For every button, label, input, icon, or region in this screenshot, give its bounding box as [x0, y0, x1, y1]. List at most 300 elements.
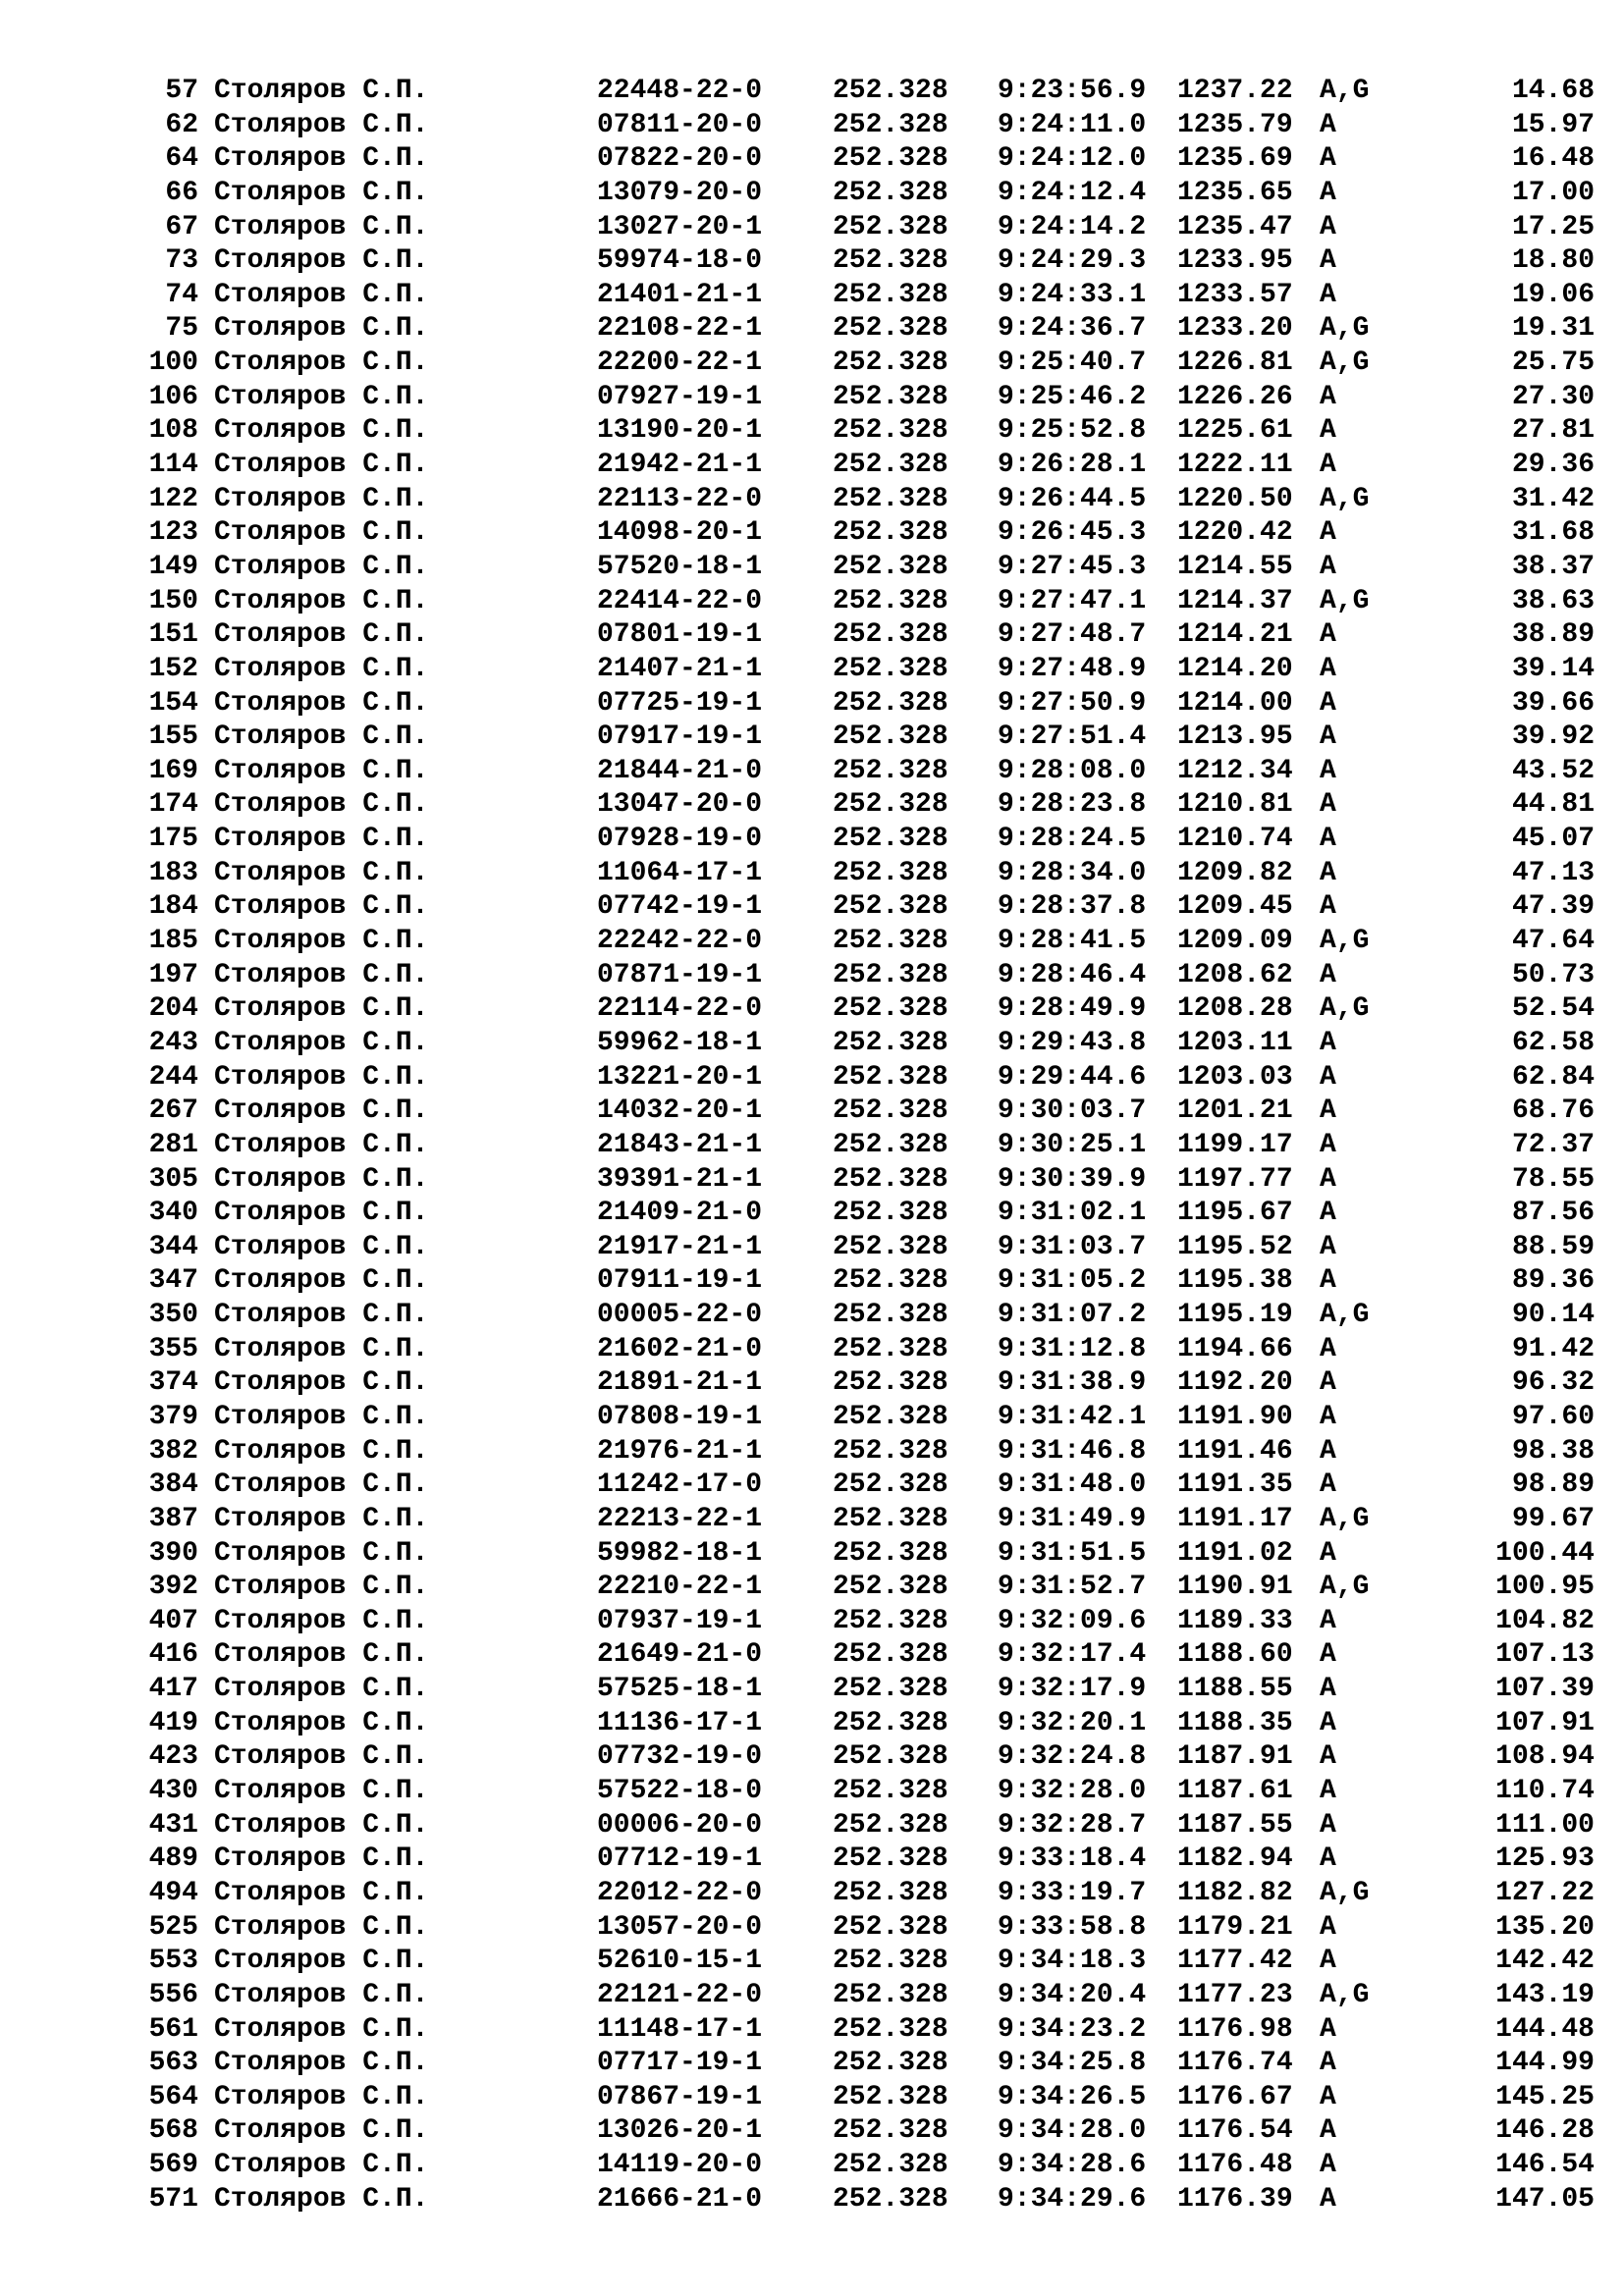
time: 9:29:44.6 — [998, 1061, 1147, 1093]
flag: A — [1320, 959, 1336, 990]
value: 1195.67 — [1177, 1198, 1293, 1229]
frequency: 252.328 — [833, 1843, 948, 1875]
time: 9:28:08.0 — [998, 755, 1147, 786]
time: 9:32:17.4 — [998, 1639, 1147, 1671]
observer-name: Столяров С.П. — [214, 926, 429, 957]
flag: A — [1320, 1061, 1336, 1093]
observer-name: Столяров С.П. — [214, 959, 429, 990]
value: 1176.39 — [1177, 2183, 1293, 2215]
object-id: 13027-20-1 — [597, 211, 763, 242]
flag: A — [1320, 177, 1336, 208]
flag: A — [1320, 1129, 1336, 1160]
frequency: 252.328 — [833, 517, 948, 549]
flag: A — [1320, 1674, 1336, 1705]
flag: A — [1320, 824, 1336, 855]
last-value: 52.54 — [1511, 993, 1595, 1025]
flag: A — [1320, 2048, 1336, 2079]
time: 9:24:12.4 — [998, 177, 1147, 208]
frequency: 252.328 — [833, 1231, 948, 1262]
frequency: 252.328 — [833, 1027, 948, 1058]
row-number: 384 — [148, 1469, 198, 1501]
value: 1199.17 — [1177, 1129, 1293, 1160]
table-row — [0, 2047, 1624, 2081]
flag: A — [1320, 1265, 1336, 1297]
value: 1214.37 — [1177, 585, 1293, 616]
last-value: 47.64 — [1511, 926, 1595, 957]
frequency: 252.328 — [833, 1095, 948, 1127]
frequency: 252.328 — [833, 1469, 948, 1501]
object-id: 22414-22-0 — [597, 585, 763, 616]
flag: A,G — [1320, 1300, 1370, 1331]
last-value: 27.81 — [1511, 415, 1595, 447]
row-number: 305 — [148, 1163, 198, 1195]
observer-name: Столяров С.П. — [214, 1572, 429, 1603]
flag: A — [1320, 721, 1336, 753]
time: 9:24:33.1 — [998, 279, 1147, 310]
value: 1203.03 — [1177, 1061, 1293, 1093]
last-value: 97.60 — [1511, 1401, 1595, 1432]
flag: A — [1320, 1911, 1336, 1943]
time: 9:24:12.0 — [998, 143, 1147, 175]
observer-name: Столяров С.П. — [214, 2183, 429, 2215]
flag: A,G — [1320, 76, 1370, 106]
time: 9:24:14.2 — [998, 211, 1147, 242]
row-number: 122 — [148, 483, 198, 514]
flag: A — [1320, 1367, 1336, 1399]
object-id: 07927-19-1 — [597, 381, 763, 412]
row-number: 175 — [148, 824, 198, 855]
object-id: 13026-20-1 — [597, 2115, 763, 2147]
observer-name: Столяров С.П. — [214, 1979, 429, 2010]
flag: A — [1320, 2183, 1336, 2215]
table-row — [0, 1503, 1624, 1537]
last-value: 104.82 — [1495, 1605, 1595, 1636]
table-row — [0, 177, 1624, 211]
value: 1225.61 — [1177, 415, 1293, 447]
last-value: 111.00 — [1495, 1809, 1595, 1841]
table-row — [0, 1707, 1624, 1741]
last-value: 96.32 — [1511, 1367, 1595, 1399]
table-row — [0, 1911, 1624, 1946]
object-id: 21891-21-1 — [597, 1367, 763, 1399]
row-number: 243 — [148, 1027, 198, 1058]
table-row — [0, 1809, 1624, 1843]
object-id: 07871-19-1 — [597, 959, 763, 990]
last-value: 91.42 — [1511, 1333, 1595, 1364]
object-id: 07867-19-1 — [597, 2081, 763, 2112]
value: 1191.02 — [1177, 1537, 1293, 1569]
object-id: 21409-21-0 — [597, 1198, 763, 1229]
value: 1220.42 — [1177, 517, 1293, 549]
value: 1187.55 — [1177, 1809, 1293, 1841]
frequency: 252.328 — [833, 687, 948, 719]
object-id: 52610-15-1 — [597, 1946, 763, 1977]
value: 1226.81 — [1177, 347, 1293, 379]
time: 9:31:51.5 — [998, 1537, 1147, 1569]
table-row — [0, 585, 1624, 619]
last-value: 107.13 — [1495, 1639, 1595, 1671]
object-id: 07717-19-1 — [597, 2048, 763, 2079]
value: 1233.20 — [1177, 313, 1293, 345]
last-value: 62.58 — [1511, 1027, 1595, 1058]
row-number: 183 — [148, 857, 198, 888]
object-id: 11242-17-0 — [597, 1469, 763, 1501]
table-row — [0, 890, 1624, 925]
last-value: 68.76 — [1511, 1095, 1595, 1127]
observer-name: Столяров С.П. — [214, 381, 429, 412]
observer-name: Столяров С.П. — [214, 2150, 429, 2181]
table-row — [0, 1333, 1624, 1367]
table-row — [0, 1605, 1624, 1639]
time: 9:30:25.1 — [998, 1129, 1147, 1160]
object-id: 00006-20-0 — [597, 1809, 763, 1841]
row-number: 75 — [165, 313, 198, 345]
table-row — [0, 1231, 1624, 1265]
row-number: 108 — [148, 415, 198, 447]
value: 1214.55 — [1177, 551, 1293, 582]
last-value: 50.73 — [1511, 959, 1595, 990]
last-value: 108.94 — [1495, 1741, 1595, 1773]
flag: A — [1320, 891, 1336, 923]
table-row — [0, 1468, 1624, 1503]
value: 1182.94 — [1177, 1843, 1293, 1875]
row-number: 123 — [148, 517, 198, 549]
last-value: 31.42 — [1511, 483, 1595, 514]
flag: A,G — [1320, 993, 1370, 1025]
last-value: 47.39 — [1511, 891, 1595, 923]
object-id: 59974-18-0 — [597, 245, 763, 277]
last-value: 17.25 — [1511, 211, 1595, 242]
time: 9:32:20.1 — [998, 1707, 1147, 1738]
observer-name: Столяров С.П. — [214, 721, 429, 753]
time: 9:29:43.8 — [998, 1027, 1147, 1058]
observer-name: Столяров С.П. — [214, 1300, 429, 1331]
value: 1182.82 — [1177, 1877, 1293, 1908]
table-row — [0, 312, 1624, 347]
object-id: 14032-20-1 — [597, 1095, 763, 1127]
last-value: 144.99 — [1495, 2048, 1595, 2079]
table-row — [0, 1027, 1624, 1061]
frequency: 252.328 — [833, 211, 948, 242]
last-value: 43.52 — [1511, 755, 1595, 786]
observer-name: Столяров С.П. — [214, 993, 429, 1025]
table-row — [0, 109, 1624, 143]
time: 9:23:56.9 — [998, 76, 1147, 106]
time: 9:31:46.8 — [998, 1435, 1147, 1467]
flag: A — [1320, 1163, 1336, 1195]
flag: A — [1320, 1095, 1336, 1127]
last-value: 29.36 — [1511, 450, 1595, 481]
value: 1195.38 — [1177, 1265, 1293, 1297]
row-number: 423 — [148, 1741, 198, 1773]
value: 1203.11 — [1177, 1027, 1293, 1058]
observer-name: Столяров С.П. — [214, 1163, 429, 1195]
observer-name: Столяров С.П. — [214, 1129, 429, 1160]
time: 9:34:28.6 — [998, 2150, 1147, 2181]
frequency: 252.328 — [833, 1776, 948, 1807]
observer-name: Столяров С.П. — [214, 1809, 429, 1841]
row-number: 64 — [165, 143, 198, 175]
time: 9:31:03.7 — [998, 1231, 1147, 1262]
value: 1208.28 — [1177, 993, 1293, 1025]
object-id: 21844-21-0 — [597, 755, 763, 786]
row-number: 392 — [148, 1572, 198, 1603]
last-value: 87.56 — [1511, 1198, 1595, 1229]
last-value: 144.48 — [1495, 2013, 1595, 2045]
flag: A — [1320, 109, 1336, 140]
observer-name: Столяров С.П. — [214, 76, 429, 106]
table-row — [0, 992, 1624, 1027]
frequency: 252.328 — [833, 1674, 948, 1705]
last-value: 143.19 — [1495, 1979, 1595, 2010]
observer-name: Столяров С.П. — [214, 143, 429, 175]
observer-name: Столяров С.П. — [214, 1503, 429, 1534]
observer-name: Столяров С.П. — [214, 1265, 429, 1297]
table-row — [0, 1435, 1624, 1469]
frequency: 252.328 — [833, 1401, 948, 1432]
flag: A,G — [1320, 1877, 1370, 1908]
row-number: 431 — [148, 1809, 198, 1841]
time: 9:27:48.9 — [998, 653, 1147, 684]
row-number: 57 — [165, 76, 198, 106]
object-id: 07742-19-1 — [597, 891, 763, 923]
frequency: 252.328 — [833, 653, 948, 684]
flag: A — [1320, 1843, 1336, 1875]
row-number: 407 — [148, 1605, 198, 1636]
observer-name: Столяров С.П. — [214, 619, 429, 651]
table-row — [0, 1740, 1624, 1775]
value: 1233.57 — [1177, 279, 1293, 310]
value: 1213.95 — [1177, 721, 1293, 753]
frequency: 252.328 — [833, 1605, 948, 1636]
last-value: 107.39 — [1495, 1674, 1595, 1705]
table-row — [0, 1775, 1624, 1809]
last-value: 99.67 — [1511, 1503, 1595, 1534]
object-id: 07725-19-1 — [597, 687, 763, 719]
observer-name: Столяров С.П. — [214, 1061, 429, 1093]
frequency: 252.328 — [833, 483, 948, 514]
value: 1220.50 — [1177, 483, 1293, 514]
frequency: 252.328 — [833, 347, 948, 379]
time: 9:27:51.4 — [998, 721, 1147, 753]
time: 9:31:02.1 — [998, 1198, 1147, 1229]
last-value: 72.37 — [1511, 1129, 1595, 1160]
row-number: 151 — [148, 619, 198, 651]
time: 9:27:50.9 — [998, 687, 1147, 719]
table-row — [0, 1638, 1624, 1673]
value: 1192.20 — [1177, 1367, 1293, 1399]
frequency: 252.328 — [833, 109, 948, 140]
observer-name: Столяров С.П. — [214, 1435, 429, 1467]
frequency: 252.328 — [833, 1639, 948, 1671]
frequency: 252.328 — [833, 551, 948, 582]
value: 1235.79 — [1177, 109, 1293, 140]
row-number: 390 — [148, 1537, 198, 1569]
row-number: 185 — [148, 926, 198, 957]
frequency: 252.328 — [833, 381, 948, 412]
row-number: 66 — [165, 177, 198, 208]
frequency: 252.328 — [833, 1061, 948, 1093]
table-row — [0, 2183, 1624, 2217]
last-value: 135.20 — [1495, 1911, 1595, 1943]
last-value: 145.25 — [1495, 2081, 1595, 2112]
time: 9:31:42.1 — [998, 1401, 1147, 1432]
time: 9:28:37.8 — [998, 891, 1147, 923]
last-value: 45.07 — [1511, 824, 1595, 855]
row-number: 114 — [148, 450, 198, 481]
time: 9:26:44.5 — [998, 483, 1147, 514]
value: 1177.42 — [1177, 1946, 1293, 1977]
time: 9:34:20.4 — [998, 1979, 1147, 2010]
flag: A — [1320, 551, 1336, 582]
frequency: 252.328 — [833, 2150, 948, 2181]
table-row — [0, 1299, 1624, 1333]
row-number: 563 — [148, 2048, 198, 2079]
value: 1176.67 — [1177, 2081, 1293, 2112]
row-number: 74 — [165, 279, 198, 310]
table-row — [0, 1673, 1624, 1707]
value: 1210.81 — [1177, 789, 1293, 821]
frequency: 252.328 — [833, 450, 948, 481]
row-number: 149 — [148, 551, 198, 582]
frequency: 252.328 — [833, 76, 948, 106]
flag: A — [1320, 1469, 1336, 1501]
last-value: 142.42 — [1495, 1946, 1595, 1977]
row-number: 204 — [148, 993, 198, 1025]
time: 9:34:29.6 — [998, 2183, 1147, 2215]
row-number: 379 — [148, 1401, 198, 1432]
last-value: 16.48 — [1511, 143, 1595, 175]
flag: A — [1320, 1776, 1336, 1807]
time: 9:32:09.6 — [998, 1605, 1147, 1636]
time: 9:33:19.7 — [998, 1877, 1147, 1908]
row-number: 100 — [148, 347, 198, 379]
flag: A — [1320, 1231, 1336, 1262]
frequency: 252.328 — [833, 2081, 948, 2112]
object-id: 14098-20-1 — [597, 517, 763, 549]
row-number: 155 — [148, 721, 198, 753]
flag: A — [1320, 450, 1336, 481]
last-value: 98.89 — [1511, 1469, 1595, 1501]
frequency: 252.328 — [833, 1163, 948, 1195]
flag: A — [1320, 789, 1336, 821]
table-row — [0, 1197, 1624, 1231]
object-id: 13047-20-0 — [597, 789, 763, 821]
frequency: 252.328 — [833, 245, 948, 277]
value: 1201.21 — [1177, 1095, 1293, 1127]
row-number: 494 — [148, 1877, 198, 1908]
row-number: 419 — [148, 1707, 198, 1738]
frequency: 252.328 — [833, 1198, 948, 1229]
object-id: 22213-22-1 — [597, 1503, 763, 1534]
object-id: 13190-20-1 — [597, 415, 763, 447]
last-value: 125.93 — [1495, 1843, 1595, 1875]
flag: A — [1320, 211, 1336, 242]
value: 1214.00 — [1177, 687, 1293, 719]
row-number: 152 — [148, 653, 198, 684]
observer-name: Столяров С.П. — [214, 1946, 429, 1977]
frequency: 252.328 — [833, 1300, 948, 1331]
value: 1179.21 — [1177, 1911, 1293, 1943]
last-value: 146.28 — [1495, 2115, 1595, 2147]
observer-name: Столяров С.П. — [214, 347, 429, 379]
time: 9:34:25.8 — [998, 2048, 1147, 2079]
time: 9:33:18.4 — [998, 1843, 1147, 1875]
flag: A — [1320, 755, 1336, 786]
time: 9:28:24.5 — [998, 824, 1147, 855]
time: 9:31:07.2 — [998, 1300, 1147, 1331]
object-id: 07937-19-1 — [597, 1605, 763, 1636]
last-value: 39.66 — [1511, 687, 1595, 719]
object-id: 21843-21-1 — [597, 1129, 763, 1160]
object-id: 21917-21-1 — [597, 1231, 763, 1262]
table-row — [0, 925, 1624, 959]
object-id: 57525-18-1 — [597, 1674, 763, 1705]
flag: A,G — [1320, 585, 1370, 616]
object-id: 22210-22-1 — [597, 1572, 763, 1603]
row-number: 344 — [148, 1231, 198, 1262]
observer-name: Столяров С.П. — [214, 313, 429, 345]
value: 1237.22 — [1177, 76, 1293, 106]
value: 1235.47 — [1177, 211, 1293, 242]
observer-name: Столяров С.П. — [214, 891, 429, 923]
last-value: 88.59 — [1511, 1231, 1595, 1262]
row-number: 150 — [148, 585, 198, 616]
time: 9:27:45.3 — [998, 551, 1147, 582]
value: 1233.95 — [1177, 245, 1293, 277]
time: 9:24:36.7 — [998, 313, 1147, 345]
observer-name: Столяров С.П. — [214, 1674, 429, 1705]
last-value: 100.95 — [1495, 1572, 1595, 1603]
time: 9:26:28.1 — [998, 450, 1147, 481]
observer-name: Столяров С.П. — [214, 2048, 429, 2079]
frequency: 252.328 — [833, 1911, 948, 1943]
row-number: 416 — [148, 1639, 198, 1671]
value: 1176.74 — [1177, 2048, 1293, 2079]
observer-name: Столяров С.П. — [214, 687, 429, 719]
flag: A — [1320, 2081, 1336, 2112]
observer-name: Столяров С.П. — [214, 517, 429, 549]
observer-name: Столяров С.П. — [214, 2115, 429, 2147]
observer-name: Столяров С.П. — [214, 1401, 429, 1432]
time: 9:24:29.3 — [998, 245, 1147, 277]
object-id: 22113-22-0 — [597, 483, 763, 514]
table-row — [0, 618, 1624, 653]
table-row — [0, 1061, 1624, 1095]
frequency: 252.328 — [833, 1979, 948, 2010]
value: 1191.17 — [1177, 1503, 1293, 1534]
observer-name: Столяров С.П. — [214, 585, 429, 616]
time: 9:24:11.0 — [998, 109, 1147, 140]
frequency: 252.328 — [833, 1741, 948, 1773]
flag: A — [1320, 245, 1336, 277]
table-row — [0, 244, 1624, 279]
object-id: 07811-20-0 — [597, 109, 763, 140]
object-id: 07808-19-1 — [597, 1401, 763, 1432]
flag: A — [1320, 143, 1336, 175]
flag: A,G — [1320, 1503, 1370, 1534]
value: 1188.35 — [1177, 1707, 1293, 1738]
time: 9:26:45.3 — [998, 517, 1147, 549]
frequency: 252.328 — [833, 1435, 948, 1467]
last-value: 110.74 — [1495, 1776, 1595, 1807]
observer-name: Столяров С.П. — [214, 551, 429, 582]
flag: A — [1320, 1605, 1336, 1636]
row-number: 571 — [148, 2183, 198, 2215]
time: 9:33:58.8 — [998, 1911, 1147, 1943]
frequency: 252.328 — [833, 721, 948, 753]
time: 9:31:48.0 — [998, 1469, 1147, 1501]
